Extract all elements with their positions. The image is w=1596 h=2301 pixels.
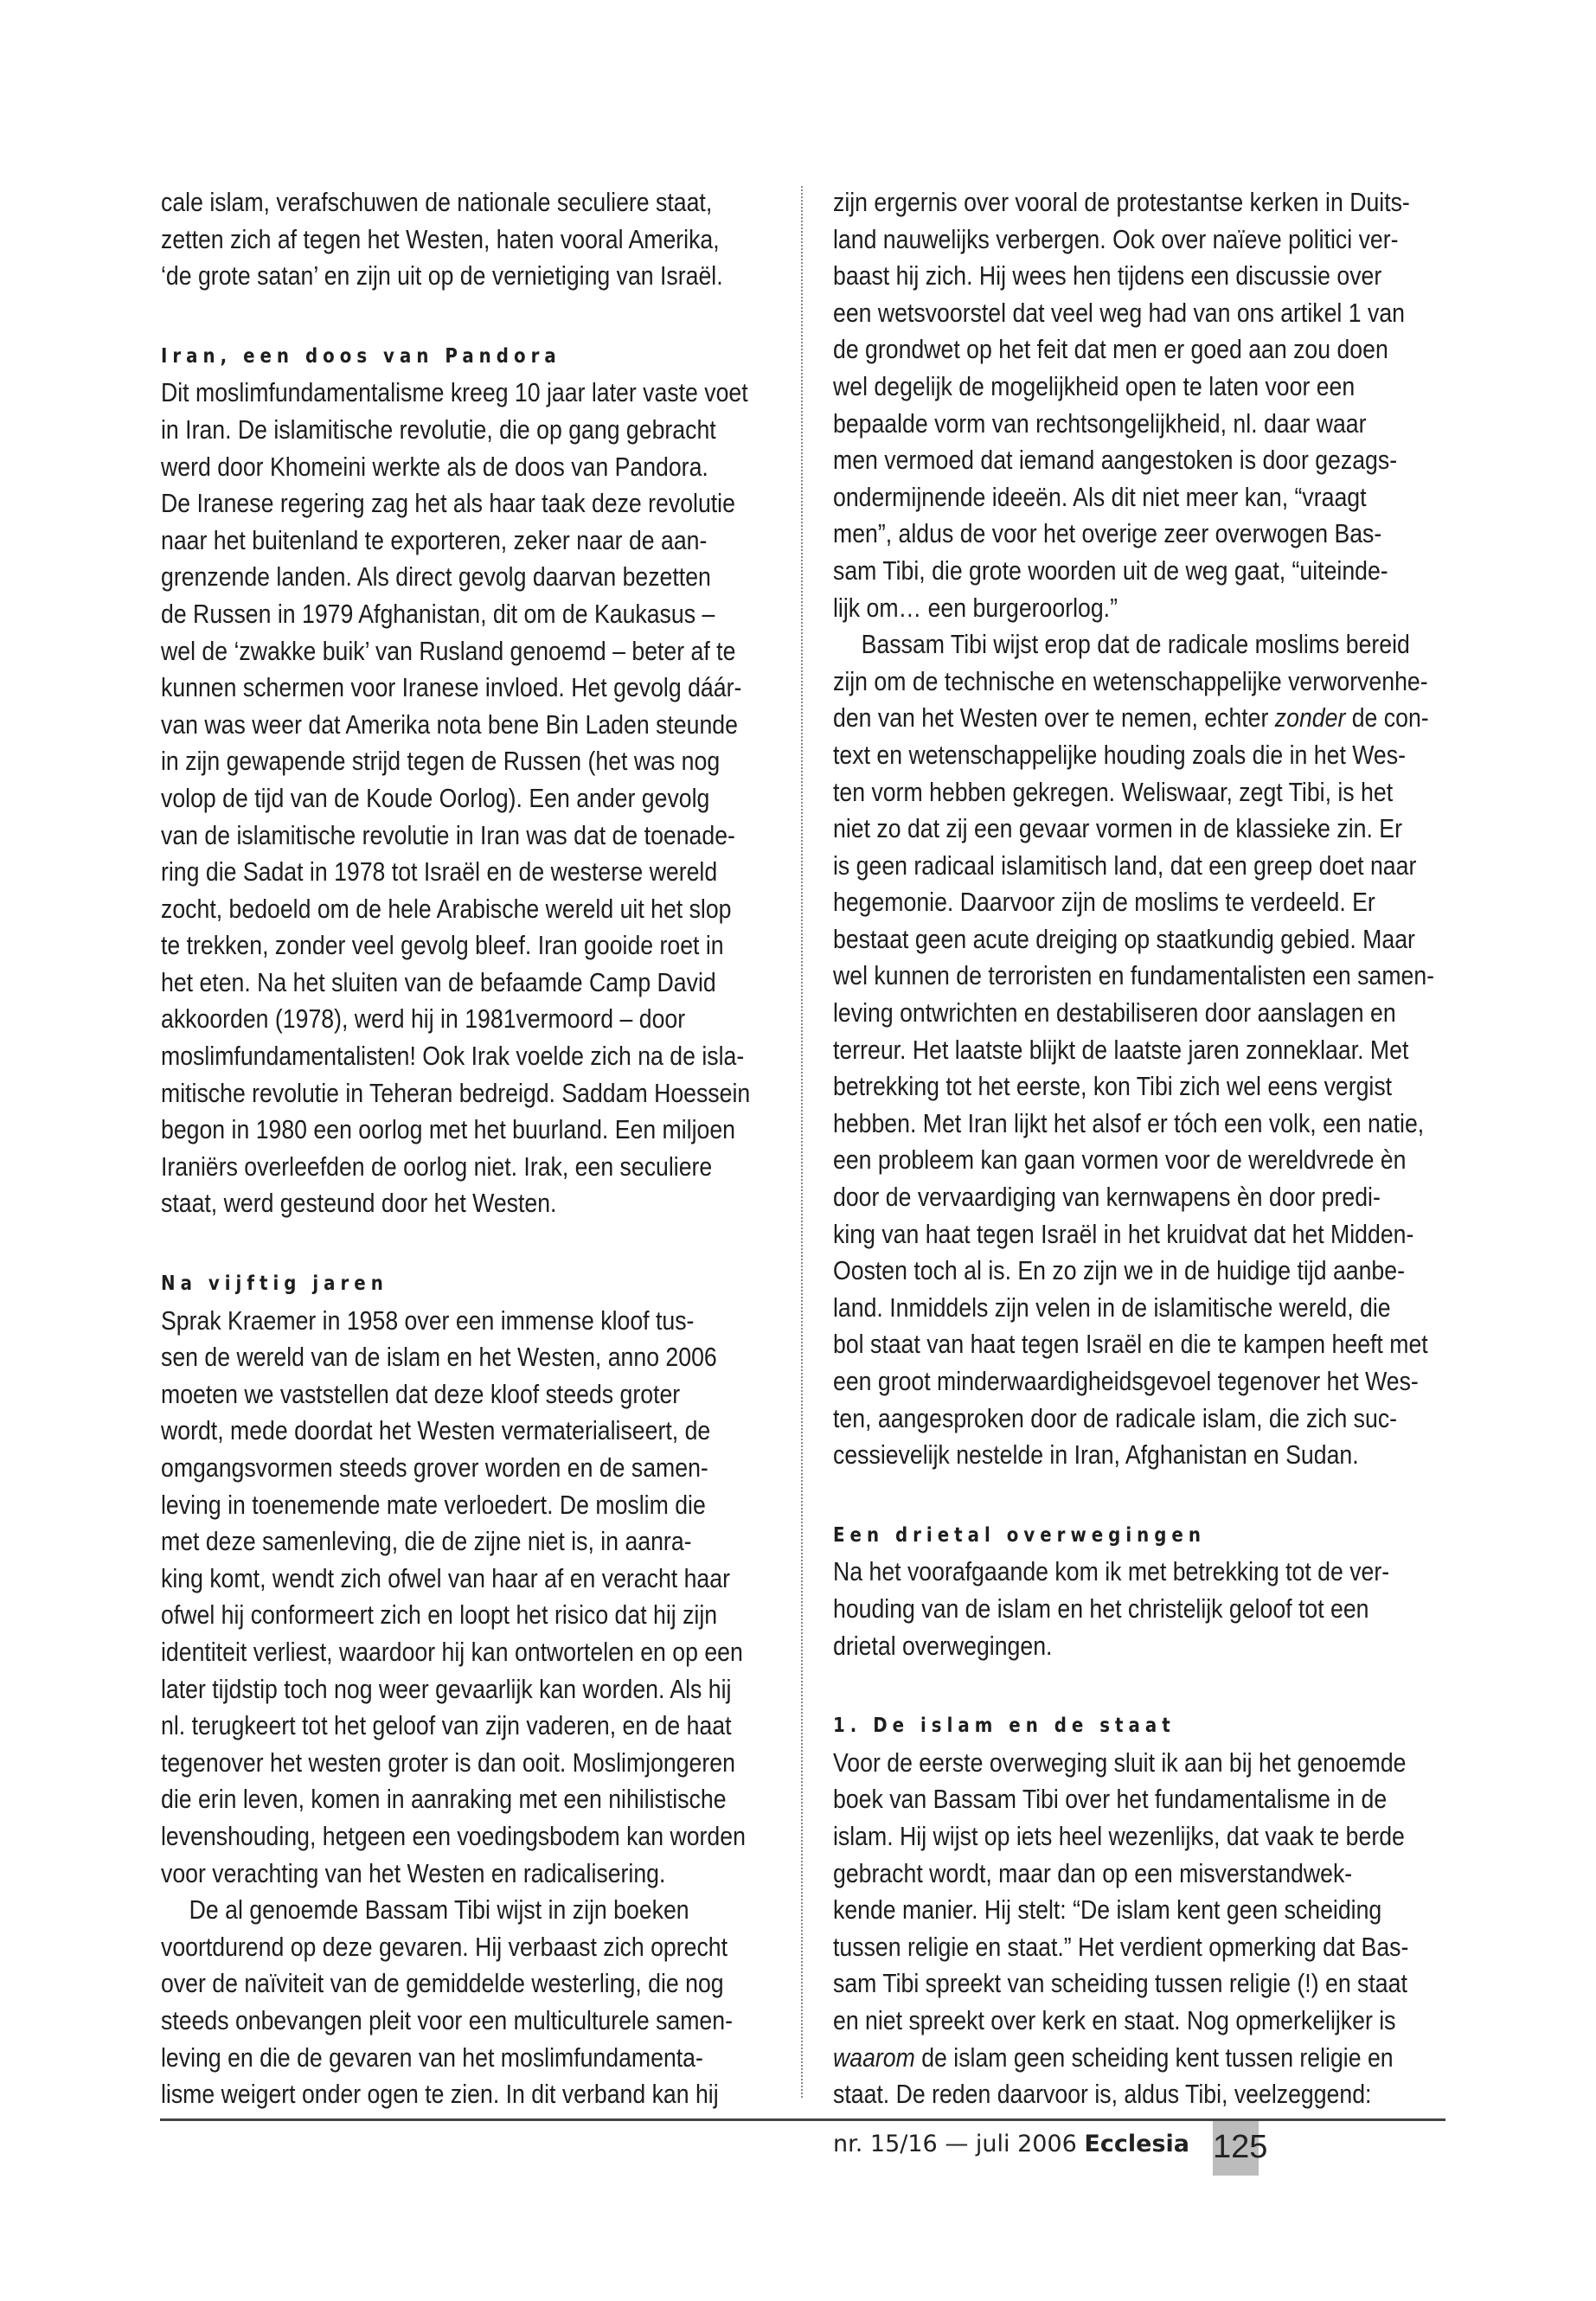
text-line: wordt, mede doordat het Westen vermaterialiseert, de [161,1415,711,1446]
text-line: later tijdstip toch nog weer gevaarlijk kan worden. Als hij [161,1673,732,1704]
text-line: hebben. Met Iran lijkt het alsof er tóch een volk, een natie, [833,1107,1425,1138]
text-line: Sprak Kraemer in 1958 over een immense kloof tus- [161,1304,695,1336]
text-line: ofwel hij conformeert zich en loopt het risico dat hij zijn [161,1599,718,1631]
text-line: islam. Hij wijst op iets heel wezenlijks, dat vaak te berde [833,1820,1405,1851]
text-line: houding van de islam en het christelijk geloof tot een [833,1593,1369,1624]
text-line: het eten. Na het sluiten van de befaamde Camp David [161,966,716,997]
text-line: voortdurend op deze gevaren. Hij verbaast zich oprecht [161,1931,728,1962]
text-line: terreur. Het laatste blijkt de laatste jaren zonneklaar. Met [833,1034,1409,1065]
text-line: met deze samenleving, die de zijne niet is, in aanra- [161,1526,692,1557]
text-line: levenshouding, hetgeen een voedingsbodem kan worden [161,1820,746,1851]
text-line: te trekken, zonder veel gevolg bleef. Iran gooide roet in [161,930,724,961]
section-heading: 1. De islam en de staat [833,1715,1176,1738]
text-line: naar het buitenland te exporteren, zeker naar de aan- [161,524,708,555]
right-column [833,184,1443,2113]
text-line: men”, aldus de voor het overige zeer overwogen Bas- [833,518,1382,549]
text-line: die erin leven, komen in aanraking met een nihilistische [161,1784,727,1815]
text-line: boek van Bassam Tibi over het fundamentalisme in de [833,1784,1388,1815]
text-line: voor verachting van het Westen en radicalisering. [161,1857,666,1888]
section-heading: Een drietal overwegingen [833,1523,1206,1547]
text-line: niet zo dat zij een gevaar vormen in de klassieke zin. Er [833,813,1402,844]
text-line: leving ontwrichten en destabiliseren door aanslagen en [833,997,1396,1029]
text-line: de grondwet op het feit dat men er goed aan zou doen [833,334,1388,365]
emphasis-text: zonder [1274,702,1346,734]
text-line: en niet spreekt over kerk en staat. Nog opmerkelijker is [833,2004,1396,2035]
text-line [833,2040,1443,2077]
text-line: sam Tibi spreekt van scheiding tussen religie (!) en staat [833,1968,1407,1999]
text-line: kunnen schermen voor Iranese invloed. Het gevolg dáár- [161,672,742,703]
text-line: bepaalde vorm van rechtsongelijkheid, nl. daar waar [833,407,1367,439]
text-line: in zijn gewapende strijd tegen de Russen (het was nog [161,746,721,777]
text-line: Oosten toch al is. En zo zijn we in de huidige tijd aanbe- [833,1255,1405,1286]
text-line: volop de tijd van de Koude Oorlog). Een ander gevolg [161,782,710,813]
text-line: bol staat van haat tegen Israël en die te kampen heeft met [833,1329,1428,1360]
text-segment: de con- [1345,702,1429,734]
text-line: men vermoed dat iemand aangestoken is door gezags- [833,445,1398,476]
text-line: ondermijnende ideeën. Als dit niet meer kan, “vraagt [833,481,1367,512]
text-line: wel degelijk de mogelijkheid open te laten voor een [833,370,1356,401]
footer-issue: nr. 15/16 — juli 2006 [833,2131,1077,2157]
text-line: werd door Khomeini werkte als de doos van Pandora. [161,451,708,482]
text-line: van de islamitische revolutie in Iran was dat de toenade- [161,819,735,850]
text-line [833,700,1443,737]
text-line: Bassam Tibi wijst erop dat de radicale moslims bereid [861,629,1410,660]
text-segment: den van het Westen over te nemen, echter [833,702,1275,734]
text-line: Dit moslimfundamentalisme kreeg 10 jaar later vaste voet [161,377,748,408]
text-line: grenzende landen. Als direct gevolg daarvan bezetten [161,561,711,593]
text-line: is geen radicaal islamitisch land, dat een greep doet naar [833,849,1417,881]
text-line: tegenover het westen groter is dan ooit. Moslimjongeren [161,1747,735,1778]
text-line: hegemonie. Daarvoor zijn de moslims te verdeeld. Er [833,887,1375,918]
text-line: omgangsvormen steeds grover worden en de samen- [161,1452,708,1483]
text-line: De al genoemde Bassam Tibi wijst in zijn boeken [189,1894,689,1926]
text-line: betrekking tot het eerste, kon Tibi zich wel eens vergist [833,1071,1393,1102]
section-heading: Na vijftig jaren [161,1272,388,1296]
text-line: baast hij zich. Hij wees hen tijdens een discussie over [833,260,1382,292]
emphasis-text: waarom [833,2041,915,2073]
text-line: een probleem kan gaan vormen voor de wereldvrede èn [833,1144,1407,1176]
text-line: Iraniërs overleefden de oorlog niet. Irak, een seculiere [161,1150,713,1182]
text-line: moslimfundamentalisten! Ook Irak voelde zich na de isla- [161,1041,745,1072]
text-line: land nauwelijks verbergen. Ook over naïeve politici ver- [833,223,1399,254]
text-line: lisme weigert onder ogen te zien. In dit verband kan hij [161,2079,719,2110]
column-divider [801,186,803,2098]
text-line: begon in 1980 een oorlog met het buurland. Een miljoen [161,1114,736,1145]
text-line: ten, aangesproken door de radicale islam, die zich suc- [833,1402,1398,1433]
text-line: steeds onbevangen pleit voor een multiculturele samen- [161,2004,733,2035]
text-line: king van haat tegen Israël in het kruidvat dat het Midden- [833,1218,1414,1249]
text-segment: de islam geen scheiding kent tussen religie en [914,2041,1394,2073]
text-line: zetten zich af tegen het Westen, haten vooral Amerika, [161,223,720,254]
text-line: bestaat geen acute dreiging op staatkundig gebied. Maar [833,923,1415,954]
text-line: ‘de grote satan’ en zijn uit op de vernietiging van Israël. [161,260,723,292]
text-line: sam Tibi, die grote woorden uit de weg gaat, “uiteinde- [833,554,1388,586]
text-line: tussen religie en staat.” Het verdient opmerking dat Bas- [833,1931,1409,1962]
text-line: Voor de eerste overweging sluit ik aan bij het genoemde [833,1747,1407,1778]
footer-journal: Ecclesia [1084,2131,1189,2157]
text-line: mitische revolutie in Teheran bedreigd. Saddam Hoessein [161,1077,751,1108]
text-line: de Russen in 1979 Afghanistan, dit om de Kaukasus – [161,598,715,629]
text-line: staat, werd gesteund door het Westen. [161,1188,557,1219]
text-line: zijn om de technische en wetenschappelijke verworvenhe- [833,665,1428,696]
text-line: zocht, bedoeld om de hele Arabische wereld uit het slop [161,893,732,924]
text-line: over de naïviteit van de gemiddelde westerling, die nog [161,1968,724,1999]
text-line: zijn ergernis over vooral de protestantse kerken in Duits- [833,187,1410,217]
text-line: king komt, wendt zich ofwel van haar af en veracht haar [161,1562,730,1593]
text-line: moeten we vaststellen dat deze kloof steeds groter [161,1378,681,1409]
text-line: ring die Sadat in 1978 tot Israël en de westerse wereld [161,856,718,888]
page-number: 125 [1213,2121,1259,2176]
section-heading: Iran, een doos van Pandora [161,344,561,368]
text-line: leving en die de gevaren van het moslimfundamenta- [161,2041,703,2073]
text-line: door de vervaardiging van kernwapens èn door predi- [833,1182,1381,1213]
text-line: lijk om… een burgeroorlog.” [833,592,1118,623]
text-line: nl. terugkeert tot het geloof van zijn vaderen, en de haat [161,1710,732,1741]
text-line: leving in toenemende mate verloedert. De moslim die [161,1489,706,1520]
text-line: een groot minderwaardigheidsgevoel tegenover het Wes- [833,1366,1419,1396]
text-line: cessievelijk nestelde in Iran, Afghanistan en Sudan. [833,1439,1359,1471]
footer-citation [833,2131,1189,2157]
text-line: identiteit verliest, waardoor hij kan ontwortelen en op een [161,1636,743,1667]
text-line: text en wetenschappelijke houding zoals die in het Wes- [833,739,1406,770]
text-line: De Iranese regering zag het als haar taak deze revolutie [161,488,735,519]
text-line: van was weer dat Amerika nota bene Bin Laden steunde [161,708,738,740]
text-line: sen de wereld van de islam en het Westen, anno 2006 [161,1342,717,1373]
text-line: in Iran. De islamitische revolutie, die op gang gebracht [161,413,716,445]
text-line: wel de ‘zwakke buik’ van Rusland genoemd – beter af te [161,635,736,666]
text-line: kende manier. Hij stelt: “De islam kent geen scheiding [833,1894,1382,1926]
text-line: akkoorden (1978), werd hij in 1981vermoord – door [161,1003,686,1035]
text-line: drietal overwegingen. [833,1630,1053,1661]
text-line: Na het voorafgaande kom ik met betrekking tot de ver- [833,1556,1390,1587]
text-line: een wetsvoorstel dat veel weg had van ons artikel 1 van [833,297,1405,328]
text-line: staat. De reden daarvoor is, aldus Tibi, veelzeggend: [833,2079,1372,2110]
text-line: wel kunnen de terroristen en fundamentalisten een samen- [833,960,1435,991]
text-line: land. Inmiddels zijn velen in de islamitische wereld, die [833,1292,1391,1323]
text-line: gebracht wordt, maar dan op een misverstandwek- [833,1857,1353,1888]
left-column [161,184,771,2113]
text-line: ten vorm hebben gekregen. Weliswaar, zegt Tibi, is het [833,776,1394,807]
text-line: cale islam, verafschuwen de nationale seculiere staat, [161,187,713,217]
